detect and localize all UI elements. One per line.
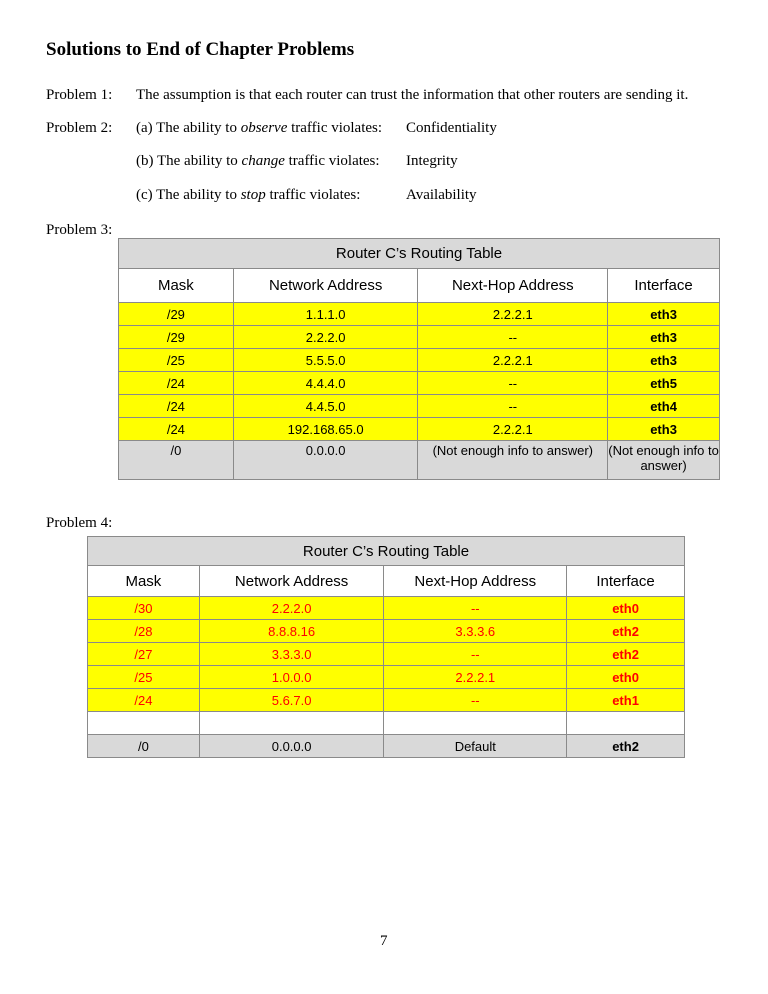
table-row [119,372,720,395]
header-interface: Interface [567,566,685,597]
item-b-suffix: traffic violates: [284,153,380,169]
table-row [88,620,685,643]
table-row [88,666,685,689]
routing-table-problem-4 [87,536,685,758]
item-c-verb: stop [240,187,266,203]
problem-2-answer-b: Integrity [406,153,458,169]
header-interface: Interface [608,269,720,303]
cell-interface: eth5 [608,372,720,395]
cell-next-hop: 3.3.3.6 [384,620,567,643]
cell-next-hop: -- [384,689,567,712]
cell-next-hop: 2.2.2.1 [418,418,608,441]
cell-interface: eth2 [567,643,685,666]
cell-mask: /24 [88,689,200,712]
cell-mask: /25 [119,349,234,372]
table-row [119,303,720,326]
page-number: 7 [380,933,388,949]
item-a-verb: observe [240,120,288,136]
cell-next-hop: -- [418,372,608,395]
table-row [119,395,720,418]
cell-mask: /27 [88,643,200,666]
problem-2-item-c [136,187,360,204]
cell-mask: /29 [119,303,234,326]
problem-1-text: The assumption is that each router can trust the information that other routers are sending it. [136,87,689,103]
cell-network: 5.5.5.0 [233,349,418,372]
page-heading: Solutions to End of Chapter Problems [46,39,355,60]
item-a-prefix: (a) The ability to [136,120,241,136]
cell-network: 2.2.2.0 [233,326,418,349]
table-row-default [88,735,685,758]
problem-2-answer-a: Confidentiality [406,120,497,136]
item-c-prefix: (c) The ability to [136,187,241,203]
cell-interface: eth3 [608,418,720,441]
cell-interface: eth0 [567,666,685,689]
cell-interface: (Not enough info to answer) [608,441,720,480]
table-row-empty [88,712,685,735]
cell-network: 192.168.65.0 [233,418,418,441]
table-row [88,643,685,666]
cell-mask: /29 [119,326,234,349]
problem-2-item-a [136,120,382,137]
cell-interface: eth2 [567,620,685,643]
item-b-prefix: (b) The ability to [136,153,242,169]
header-network-address: Network Address [233,269,418,303]
cell-network: 2.2.2.0 [199,597,384,620]
cell-next-hop: -- [384,597,567,620]
cell-next-hop: Default [384,735,567,758]
cell-next-hop: -- [418,326,608,349]
cell-interface: eth3 [608,303,720,326]
cell-interface: eth0 [567,597,685,620]
cell-next-hop: (Not enough info to answer) [418,441,608,480]
cell-network: 0.0.0.0 [233,441,418,480]
cell-next-hop: 2.2.2.1 [418,349,608,372]
cell-empty [88,712,200,735]
table-row-default [119,441,720,480]
cell-mask: /24 [119,418,234,441]
cell-mask: /0 [119,441,234,480]
cell-mask: /25 [88,666,200,689]
cell-network: 4.4.4.0 [233,372,418,395]
cell-mask: /24 [119,395,234,418]
cell-network: 5.6.7.0 [199,689,384,712]
header-network-address: Network Address [199,566,384,597]
cell-network: 8.8.8.16 [199,620,384,643]
problem-4-label: Problem 4: [46,515,113,531]
cell-network: 3.3.3.0 [199,643,384,666]
item-a-suffix: traffic violates: [287,120,383,136]
item-c-suffix: traffic violates: [265,187,361,203]
cell-empty [567,712,685,735]
cell-next-hop: -- [384,643,567,666]
problem-2-label: Problem 2: [46,120,113,136]
cell-mask: /28 [88,620,200,643]
header-next-hop: Next-Hop Address [384,566,567,597]
header-next-hop: Next-Hop Address [418,269,608,303]
cell-network: 0.0.0.0 [199,735,384,758]
cell-interface: eth4 [608,395,720,418]
cell-network: 1.0.0.0 [199,666,384,689]
cell-interface: eth1 [567,689,685,712]
problem-2-answer-c: Availability [406,187,477,203]
cell-next-hop: 2.2.2.1 [384,666,567,689]
table-title: Router C’s Routing Table [88,537,685,566]
cell-interface: eth3 [608,326,720,349]
cell-network: 1.1.1.0 [233,303,418,326]
table-row [119,349,720,372]
table-row [119,418,720,441]
item-b-verb: change [241,153,285,169]
cell-mask: /24 [119,372,234,395]
cell-empty [384,712,567,735]
cell-mask: /0 [88,735,200,758]
cell-next-hop: -- [418,395,608,418]
cell-interface: eth3 [608,349,720,372]
header-mask: Mask [88,566,200,597]
problem-2-item-b [136,153,380,170]
table-row [88,597,685,620]
cell-interface: eth2 [567,735,685,758]
cell-mask: /30 [88,597,200,620]
table-row [119,326,720,349]
cell-next-hop: 2.2.2.1 [418,303,608,326]
routing-table-problem-3 [118,238,720,480]
problem-3-label: Problem 3: [46,222,113,238]
table-row [88,689,685,712]
problem-1-label: Problem 1: [46,87,113,103]
table-title: Router C’s Routing Table [119,239,720,269]
header-mask: Mask [119,269,234,303]
cell-network: 4.4.5.0 [233,395,418,418]
cell-empty [199,712,384,735]
